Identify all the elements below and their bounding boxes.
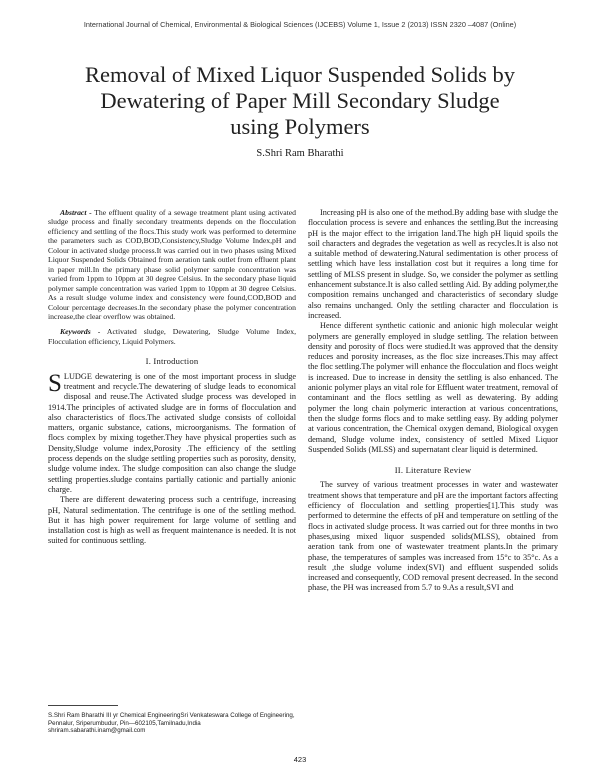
footnote-divider (48, 705, 118, 706)
section-heading-literature-review: II. Literature Review (394, 465, 472, 476)
literature-paragraph-1: The survey of various treatment processes in water and wastewater treatment shows that temperature and pH are the important factors affecting efficiency of flocculation and settling properties[1].This study was performed to determine the effects of pH and temperature on settling of the flocs in activated sludge process. It was carried out for three months in two phases,using mixed liquor suspended solids(MLSS), obtained from aeration tank from one of wastewater treatment plants.In the primary phase, the temperatures of samples was increased from 15°c to 35°c. As a result ,the sludge volume index(SVI) and effluent suspended solids increased and consequently, COD removal present decreased. In the second phase, the PH was increased from 5.7 to 9.As a result,SVI and (308, 480, 559, 593)
abstract-label: Abstract - (60, 208, 92, 217)
abstract (48, 208, 296, 321)
journal-header: International Journal of Chemical, Environmental & Biological Sciences (IJCEBS) Volume 1, Issue 2 (2013) ISSN 2320 –4087 (Online) (83, 20, 517, 29)
author-footnote: S.Shri Ram Bharathi III yr Chemical EngineeringSri Venkateswara College of Engineering, Pennalur, Sriperumbudur, Pin—602105,Tamilnadu,India shriram.sabarathi.inam@gmail.com (48, 712, 295, 735)
title-line-2: Dewatering of Paper Mill Secondary Sludge (100, 88, 500, 113)
right-column (308, 208, 558, 594)
drop-cap: S (48, 369, 62, 397)
author-name: S.Shri Ram Bharathi (256, 148, 344, 159)
keywords-label: Keywords (60, 327, 91, 337)
title-line-1: Removal of Mixed Liquor Suspended Solids by (85, 62, 515, 87)
page-number: 423 (293, 755, 307, 764)
right-paragraph-1: Increasing pH is also one of the method.By adding base with sludge the flocculation process is severe and enhances the settling.But the increasing pH is the major effect to the irrigation land.The high pH liquid spoils the soil characters and degrades the vegetation as well as recycles.It is also not a suitable method of dewatering.Natural sedimentation is other process of settling which have less installation cost but it requires a long time for settling of MLSS present in sludge. So, we consider the polymer as settling enhancement substance.It is also called settling Aid. By adding polymer,the composition remains unchanged and characteristics of secondary sludge also remains unchanged. Only the settling character and flocculation is increased. (308, 208, 558, 320)
intro-paragraph-2: There are different dewatering process such a centrifuge, increasing pH, Natural sedimentation. The centrifuge is one of the settling method. But it has high power requirement for large volume of settling and installation cost is high as well as frequent maintenance is needed. It is not suited for continuous settling. (48, 495, 296, 546)
intro-paragraph-1 (48, 369, 296, 496)
keywords-text: - Activated sludge, Dewatering, Sludge Volume Index, Flocculation efficiency, Liquid Polymers. (48, 327, 296, 346)
abstract-text: The effluent quality of a sewage treatment plant using activated sludge process and finally secondary treatments depends on the flocculation efficiency and settling of the flocs.This study work was performed to determine the parameters such as COD,BOD,Consistency,Sludge Volume Index,pH and Colour in activated sludge process.It was carried out in two phases using Mixed Liquor Suspended Solids Obtained from aeration tank outlet from effluent plant in paper mill.In the primary phase solid polymer sample concentration was varied from 1ppm to 10ppm at 30 degree Celsius. In the secondary phase liquid polymer sample concentration was varied 1ppm to 10ppm at 30 degree Celsius. As a result sludge volume index and consistency were found,COD,BOD and Colour percentage decreases.In the secondary phase the polymer concentration increase,the clear overflow was obtained. (48, 208, 297, 321)
paper-title (40, 62, 560, 140)
title-line-3: using Polymers (230, 114, 370, 139)
right-paragraph-2: Hence different synthetic cationic and anionic high molecular weight polymers are generally employed in sludge settling. The relation between density and porosity of flocs were studied.It was approved that the density reduces and porosity increases, as the floc size increases.This may affect the floc settling.The polymer will enhance the flocculation and flocs weight is increased. Due to increase in density the settling is also enhanced. The anionic polymer plays an vital role for Effluent water treatment, removal of contaminant and the flocs settling as well as dewatering. By adding polymer the long chain polymeric interaction at various concentrations, then the sludge forms flocs and to make settling easy. By adding polymer at various concentration, the Chemical oxygen demand, Biological oxygen demand, Sludge volume index, consistency of settled Mixed Liquor Suspended Solids (MLSS) and supernatant clear liquid is determined. (308, 321, 558, 454)
left-column (48, 208, 296, 547)
section-heading-introduction: I. Introduction (145, 356, 199, 367)
intro-paragraph-1-text: LUDGE dewatering is one of the most important process in sludge treatment and recycle.The dewatering of sludge leads to economical disposal and reuse.The Activated sludge process was developed in 1914.The principles of activated sludge are in forms of flocculation and also characteristics of flocs.The activated sludge consists of colloidal matters, organic substance, cations, microorganisms. The formation of flocs complex by mixing together.They have physical properties such as Density,Sludge volume index,Porosity .The efficiency of the settling process depends on the sludge settling properties such as porosity, density, sludge volume index. The sludge composition can also change the sludge settling properties.sludge contains partially cationic and partially anionic charge. (48, 371, 296, 494)
keywords (48, 327, 296, 346)
